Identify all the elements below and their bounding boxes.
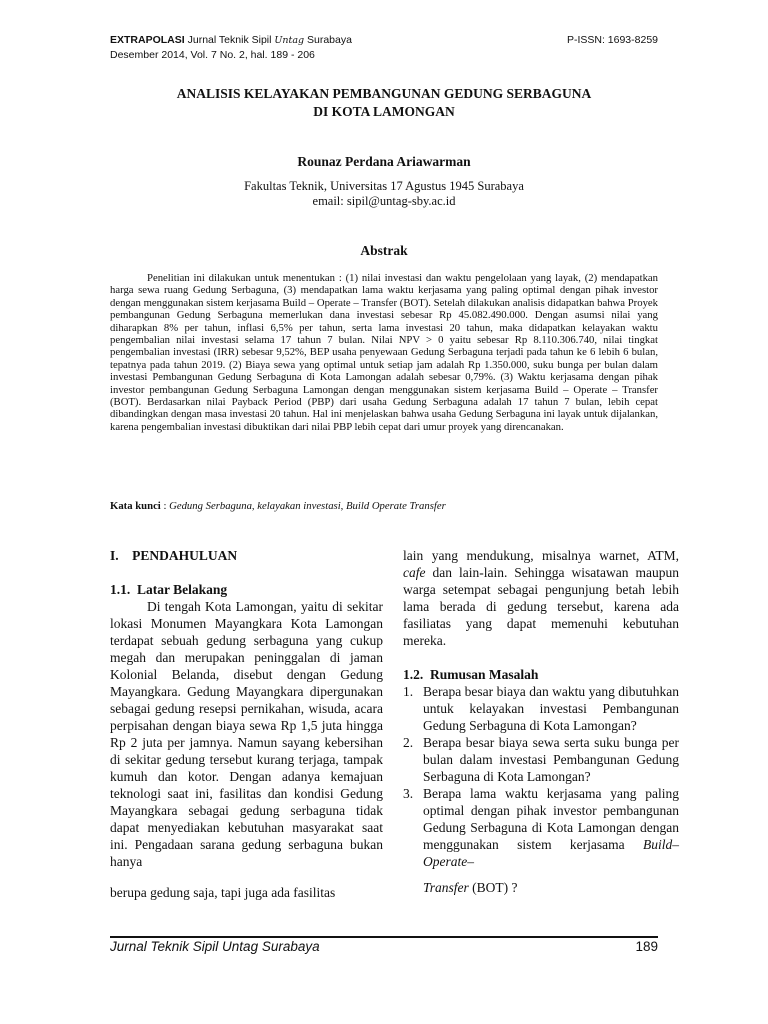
abstract-heading: Abstrak <box>360 243 408 258</box>
research-questions <box>403 683 679 870</box>
abstract-text: Penelitian ini dilakukan untuk menentukan : (1) nilai investasi dan waktu pengelolaan yang layak, (2) mendapatkan harga sewa ruang Gedung Serbaguna, (3) mendapatkan lama waktu kerjasama yang paling optimal dengan pihak investor dengan menggunakan sistem kerjasama Build – Operate – Transfer (BOT). Setelah dilakukan analisis didapatkan bahwa Proyek pembangunan Gedung Serbaguna memerlukan dana investasi sebesar Rp 45.082.490.000. Dengan asumsi nilai yang diharapkan 8% per tahun, inflasi 6,5% per tahun, serta lama investasi 20 tahun, maka didapatkan kelayakan waktu pengembalian nilai investasi selama 17 tahun 7 bulan. Nilai NPV > 0 yaitu sebesar Rp 8.110.306.740, nilai tingkat pengembalian investasi (IRR) sebesar 9,52%, BEP usaha penyewaan Gedung Serbaguna terjadi pada tahun ke 6 lebih 6 bulan, tepatnya pada tahun 2019. (2) Biaya sewa yang optimal untuk setiap jam adalah Rp 1.350.000, suku bunga per bulan dalam investasi Pembangunan Gedung Serbaguna di Kota Lamongan adalah sebesar 0,79%. (3) Waktu kerjasama dengan pihak investor pembangunan Gedung Serbaguna Lamongan dengan menggunakan sistem kerjasama Build – Operate – Transfer (BOT). Berdasarkan nilai Payback Period (PBP) dari usaha Gedung Serbaguna adalah 17 tahun 7 bulan, lebih cepat dibandingkan dengan masa investasi 20 tahun. Hal ini menjelaskan bahwa usaha Gedung Serbaguna ini layak untuk dijalankan, karena pengembalian investasi dibuktikan dari nilai PBP lebih cepat dari umur proyek yang direncanakan. <box>110 272 658 433</box>
author-email: email: sipil@untag-sby.ac.id <box>312 194 456 208</box>
journal-city: Surabaya <box>307 34 352 46</box>
paragraph-continuation: lain yang mendukung, misalnya warnet, ATM, cafe dan lain-lain. Sehingga wisatawan maupun warga setempat sebagai pengunjung betah lebih lama berada di gedung tersebut, karena ada fasiliatas yang dapat memenuhi kebutuhan mereka. <box>403 548 679 648</box>
subsection-heading-latar-belakang: 1.1. Latar Belakang <box>110 582 228 597</box>
journal-name: EXTRAPOLASI <box>110 34 185 46</box>
cafe-term: cafe <box>403 565 426 580</box>
journal-brand: Untag <box>274 35 305 46</box>
title-line-1: ANALISIS KELAYAKAN PEMBANGUNAN GEDUNG SERBAGUNA <box>176 86 592 101</box>
issn: P-ISSN: 1693-8259 <box>566 34 658 46</box>
affiliation: Fakultas Teknik, Universitas 17 Agustus 1945 Surabaya <box>244 179 524 193</box>
journal-issue: Desember 2014, Vol. 7 No. 2, hal. 189 - 206 <box>110 49 315 61</box>
right-column <box>403 547 679 896</box>
list-item: 3. Berapa lama waktu kerjasama yang paling optimal dengan pihak investor pembangunan Gedung Serbaguna di Kota Lamongan dengan menggunakan sistem kerjasama Build–Operate– <box>403 786 680 869</box>
list-item-continuation: Transfer (BOT) ? <box>423 880 518 895</box>
title-line-2: DI KOTA LAMONGAN <box>313 104 455 119</box>
subsection-heading-rumusan-masalah: 1.2. Rumusan Masalah <box>403 667 539 682</box>
keywords <box>110 500 658 512</box>
author-name: Rounaz Perdana Ariawarman <box>297 154 471 169</box>
page-number: 189 <box>635 939 658 954</box>
journal-desc: Jurnal Teknik Sipil <box>187 34 272 46</box>
keywords-label: Kata kunci <box>110 500 161 512</box>
list-item: 2. Berapa besar biaya sewa serta suku bunga per bulan dalam investasi Pembangunan Gedung Serbaguna di Kota Lamongan? <box>403 735 679 784</box>
keywords-separator: : <box>160 500 170 512</box>
list-item: 1. Berapa besar biaya dan waktu yang dibutuhkan untuk kelayakan investasi Pembangunan Gedung Serbaguna di Kota Lamongan? <box>403 684 679 733</box>
footer-journal: Jurnal Teknik Sipil Untag Surabaya <box>110 939 320 954</box>
paper-title <box>110 85 658 121</box>
paragraph-latar-belakang-end: berupa gedung saja, tapi juga ada fasilitas <box>110 885 336 900</box>
journal-header <box>110 33 352 62</box>
left-column <box>110 547 383 901</box>
paragraph-latar-belakang: Di tengah Kota Lamongan, yaitu di sekitar lokasi Monumen Mayangkara Kota Lamongan terdapat sebuah gedung serbaguna yang cukup megah dan merupakan peninggalan di jaman Kolonial Belanda, disebut dengan Gedung Mayangkara. Gedung Mayangkara dipergunakan sebagai gedung resepsi pernikahan, wisuda, acara perpisahan dengan biaya sewa Rp 1,5 juta hingga Rp 2 juta per jamnya. Namun sayang kebersihan di sekitar gedung tersebut kurang terjaga, tampak kumuh dan kotor. Dengan adanya kemajuan teknologi saat ini, fasilitas dan kondisi Gedung Mayangkara sebagai gedung serbaguna tidak dapat menyediakan kebutuhan masyarakat saat ini. Pengadaan sarana gedung serbaguna bukan hanya <box>110 599 383 869</box>
author-affiliation-block <box>110 179 658 209</box>
footer-rule <box>110 936 658 938</box>
keywords-terms: Gedung Serbaguna, kelayakan investasi, Build Operate Transfer <box>169 500 446 512</box>
section-heading-pendahuluan: I. PENDAHULUAN <box>110 548 238 563</box>
